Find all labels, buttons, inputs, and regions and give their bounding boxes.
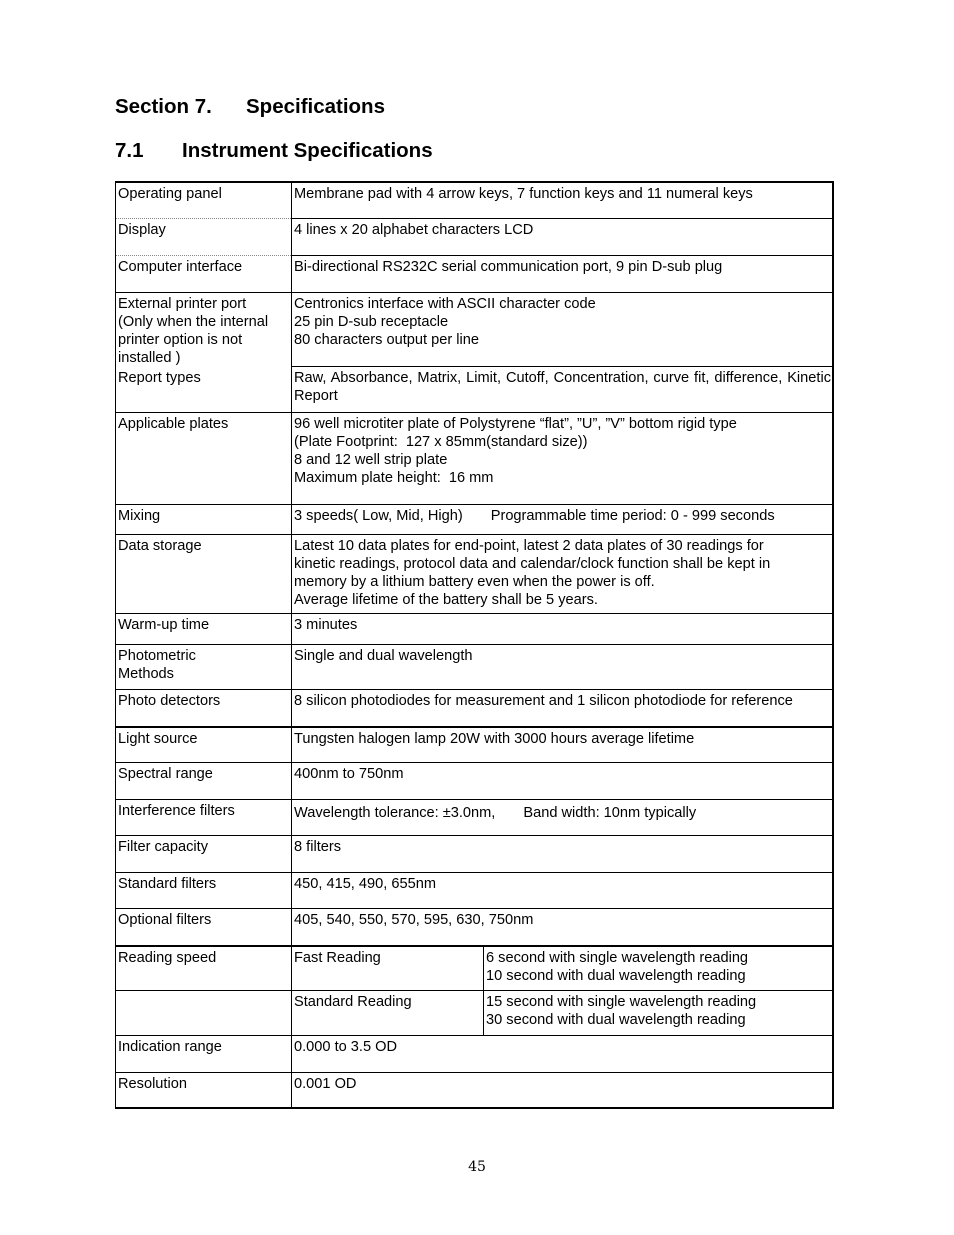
section-number: Section 7. [115, 95, 212, 118]
specifications-table [115, 181, 834, 1109]
spec-label: Interference filters [116, 800, 292, 836]
spec-value: 0.001 OD [292, 1073, 834, 1108]
section-heading [115, 95, 385, 119]
spec-label: Applicable plates [116, 413, 292, 505]
spec-label: Spectral range [116, 763, 292, 800]
spec-label: Resolution [116, 1073, 292, 1108]
table-row [116, 645, 834, 690]
section-title: Specifications [246, 95, 385, 118]
spec-value: Wavelength tolerance: ±3.0nm, Band width: 10nm typically [292, 800, 834, 836]
page-number: 45 [468, 1159, 486, 1175]
table-row [116, 255, 834, 292]
spec-value: 96 well microtiter plate of Polystyrene “flat”, ”U”, ”V” bottom rigid type (Plate Footprint: 127 x 85mm(standard size)) 8 and 12 well strip plate Maximum plate height: 16 mm [292, 413, 834, 505]
table-row [116, 909, 834, 946]
table-row [116, 800, 834, 836]
table-row [116, 1036, 834, 1073]
spec-label: Reading speed [116, 946, 292, 991]
table-row [116, 505, 834, 535]
table-row [116, 873, 834, 909]
spec-label: Mixing [116, 505, 292, 535]
table-row [116, 535, 834, 614]
subsection-number: 7.1 [115, 139, 144, 162]
spec-value: Bi-directional RS232C serial communication port, 9 pin D-sub plug [292, 255, 834, 292]
table-row [116, 836, 834, 873]
subsection-title: Instrument Specifications [182, 139, 433, 162]
spec-value: 400nm to 750nm [292, 763, 834, 800]
table-row [116, 991, 834, 1036]
spec-value: 450, 415, 490, 655nm [292, 873, 834, 909]
table-row [116, 367, 834, 413]
spec-label [116, 991, 292, 1036]
spec-label: Data storage [116, 535, 292, 614]
table-row [116, 182, 834, 218]
spec-value: 8 filters [292, 836, 834, 873]
subsection-heading [115, 139, 433, 163]
spec-label: Photo detectors [116, 690, 292, 727]
spec-value: Centronics interface with ASCII character code 25 pin D-sub receptacle 80 characters output per line [292, 292, 834, 367]
spec-value: Membrane pad with 4 arrow keys, 7 function keys and 11 numeral keys [292, 182, 834, 218]
table-row [116, 218, 834, 255]
spec-value: 3 minutes [292, 614, 834, 645]
table-row [116, 946, 834, 991]
spec-value: Raw, Absorbance, Matrix, Limit, Cutoff, Concentration, curve fit, difference, Kinetic Report [292, 367, 834, 413]
spec-value: 405, 540, 550, 570, 595, 630, 750nm [292, 909, 834, 946]
spec-value: 3 speeds( Low, Mid, High) Programmable time period: 0 - 999 seconds [292, 505, 834, 535]
table-row [116, 413, 834, 505]
spec-label: Report types [116, 367, 292, 413]
spec-value: 4 lines x 20 alphabet characters LCD [292, 218, 834, 255]
spec-value: Latest 10 data plates for end-point, latest 2 data plates of 30 readings for kinetic readings, protocol data and calendar/clock function shall be kept in memory by a lithium battery even when the power is off. Average lifetime of the battery shall be 5 years. [292, 535, 834, 614]
spec-value: Tungsten halogen lamp 20W with 3000 hours average lifetime [292, 727, 834, 763]
spec-label: Optional filters [116, 909, 292, 946]
table-row [116, 1073, 834, 1108]
reading-time: 6 second with single wavelength reading 10 second with dual wavelength reading [484, 946, 834, 991]
spec-label: Photometric Methods [116, 645, 292, 690]
table-row [116, 763, 834, 800]
spec-value: 0.000 to 3.5 OD [292, 1036, 834, 1073]
spec-value: Single and dual wavelength [292, 645, 834, 690]
reading-mode: Standard Reading [292, 991, 484, 1036]
spec-label: Display [116, 218, 292, 255]
table-row [116, 727, 834, 763]
table-row [116, 614, 834, 645]
spec-value: 8 silicon photodiodes for measurement and 1 silicon photodiode for reference [292, 690, 834, 727]
spec-label: Standard filters [116, 873, 292, 909]
spec-label: Indication range [116, 1036, 292, 1073]
spec-label: Filter capacity [116, 836, 292, 873]
reading-mode: Fast Reading [292, 946, 484, 991]
table-row [116, 292, 834, 367]
spec-label: Operating panel [116, 182, 292, 218]
spec-label: Warm-up time [116, 614, 292, 645]
spec-label: Computer interface [116, 255, 292, 292]
spec-label: External printer port (Only when the internal printer option is not installed ) [116, 292, 292, 367]
reading-time: 15 second with single wavelength reading 30 second with dual wavelength reading [484, 991, 834, 1036]
spec-label: Light source [116, 727, 292, 763]
table-row [116, 690, 834, 727]
